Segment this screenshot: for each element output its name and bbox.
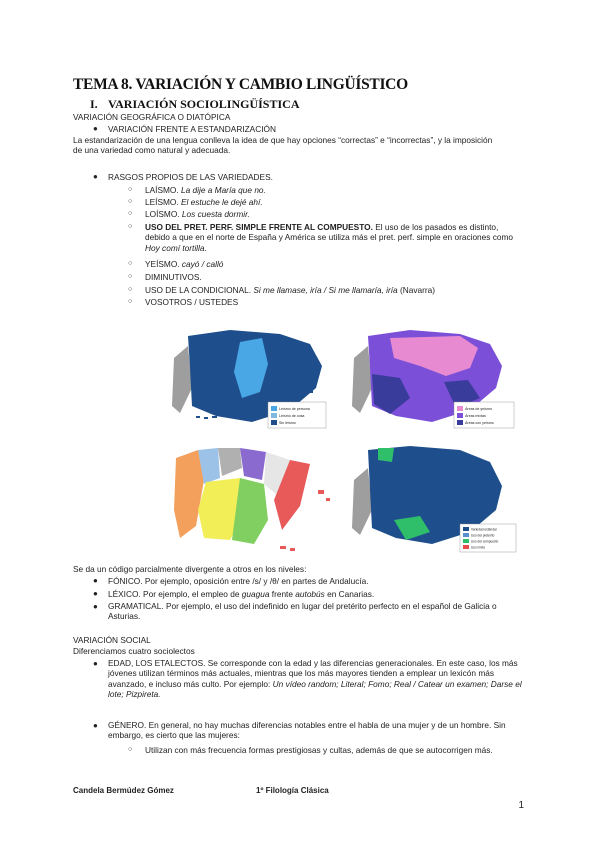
geo-heading: VARIACIÓN GEOGRÁFICA O DIATÓPICA bbox=[73, 112, 231, 122]
dialect-maps bbox=[170, 318, 520, 554]
bullet-icon: ● bbox=[93, 659, 98, 668]
list-item: DIMINUTIVOS. bbox=[145, 272, 202, 282]
list-item: EDAD, LOS ETALECTOS. Se corresponde con la edad y las diferencias generacionales. En este caso, los más jóvenes utilizan términos más actuales, mientras que los más mayores tienden a emplear un lexicón más avanzado, e incluso más culto. Por ejemplo: Un vídeo random; Literal; Fomo; Real / Catear un examen; Darse el lote; Pizpireta. bbox=[108, 658, 522, 700]
legend-label: Áreas mixtas bbox=[465, 414, 486, 418]
list-item: GRAMATICAL. Por ejemplo, el uso del indefinido en lugar del pretérito perfecto en el español de Galicia o Asturias. bbox=[108, 601, 497, 622]
page-number: 1 bbox=[518, 800, 524, 811]
section-number: I. bbox=[90, 97, 98, 111]
map-dialectos bbox=[170, 440, 335, 554]
list-item: LEÍSMO. El estuche le dejé ahí. bbox=[145, 197, 263, 207]
bullet-icon: ● bbox=[93, 124, 98, 133]
social-heading: VARIACIÓN SOCIAL bbox=[73, 635, 151, 645]
estandar-heading: VARIACIÓN FRENTE A ESTANDARIZACIÓN bbox=[108, 124, 276, 134]
map-leismo bbox=[170, 318, 335, 430]
list-item: Utilizan con más frecuencia formas prestigiosas y cultas, además de que se autocorrigen más. bbox=[145, 745, 493, 755]
estandar-text: La estandarización de una lengua conlleva la idea de que hay opciones “correctas” e “incorrectas”, y la imposición de una variedad como natural y adecuada. bbox=[73, 135, 493, 156]
list-item: LOÍSMO. Los cuesta dormir. bbox=[145, 209, 250, 219]
bullet-icon: ● bbox=[93, 602, 98, 611]
footer-course: 1º Filología Clásica bbox=[256, 786, 329, 795]
section-title: VARIACIÓN SOCIOLINGÜÍSTICA bbox=[108, 97, 300, 111]
legend-label: Áreas con yeísmo bbox=[465, 421, 494, 425]
legend-label: Uso mixto bbox=[471, 545, 486, 550]
bullet-icon: ● bbox=[93, 172, 98, 181]
circle-bullet-icon: ○ bbox=[128, 260, 133, 267]
list-item: GÉNERO. En general, no hay muchas diferencias notables entre el habla de una mujer y de un hombre. Sin embargo, es cierto que las mujeres: bbox=[108, 720, 506, 741]
map-preterito bbox=[350, 440, 520, 554]
list-item: YEÍSMO. cayó / calló bbox=[145, 259, 224, 269]
map-yeismo bbox=[350, 318, 520, 430]
circle-bullet-icon: ○ bbox=[128, 298, 133, 305]
section-heading bbox=[90, 97, 300, 112]
circle-bullet-icon: ○ bbox=[128, 186, 133, 193]
legend-label: Sin leísmo bbox=[279, 421, 296, 425]
circle-bullet-icon: ○ bbox=[128, 746, 133, 753]
circle-bullet-icon: ○ bbox=[128, 210, 133, 217]
list-item: LÉXICO. Por ejemplo, el empleo de guagua frente autobús en Canarias. bbox=[108, 589, 375, 599]
list-item: USO DE LA CONDICIONAL. Si me llamase, iría / Si me llamaría, iría (Navarra) bbox=[145, 285, 436, 295]
social-intro: Diferenciamos cuatro sociolectos bbox=[73, 646, 195, 656]
circle-bullet-icon: ○ bbox=[128, 223, 133, 230]
legend-label: Áreas de yeísmo bbox=[465, 407, 492, 411]
niveles-intro: Se da un código parcialmente divergente a otros en los niveles: bbox=[73, 564, 307, 574]
bullet-icon: ● bbox=[93, 576, 98, 585]
bullet-icon: ● bbox=[93, 721, 98, 730]
legend-label: Variedad estándar bbox=[471, 527, 497, 532]
legend-label: Leísmo de persona bbox=[279, 407, 310, 411]
bullet-icon: ● bbox=[93, 589, 98, 598]
circle-bullet-icon: ○ bbox=[128, 198, 133, 205]
legend-label: Uso del pretérito bbox=[471, 533, 495, 538]
list-item: VOSOTROS / USTEDES bbox=[145, 297, 239, 307]
list-item: FÓNICO. Por ejemplo, oposición entre /s/ y /θ/ en partes de Andalucía. bbox=[108, 576, 369, 586]
circle-bullet-icon: ○ bbox=[128, 286, 133, 293]
legend-label: Uso del compuesto bbox=[471, 539, 499, 544]
list-item: LAÍSMO. La dije a María que no. bbox=[145, 185, 266, 195]
circle-bullet-icon: ○ bbox=[128, 273, 133, 280]
page-title: TEMA 8. VARIACIÓN Y CAMBIO LINGÜÍSTICO bbox=[73, 76, 408, 93]
footer-author: Candela Bermúdez Gómez bbox=[73, 786, 174, 795]
list-item: USO DEL PRET. PERF. SIMPLE FRENTE AL COMPUESTO. El uso de los pasados es distinto, debido a que en el norte de España y América se utiliza más el pret. perf. simple en oraciones como Hoy comí tortilla. bbox=[145, 222, 514, 253]
rasgos-heading: RASGOS PROPIOS DE LAS VARIEDADES. bbox=[108, 172, 273, 182]
legend-label: Leísmo de cosa bbox=[279, 414, 305, 418]
